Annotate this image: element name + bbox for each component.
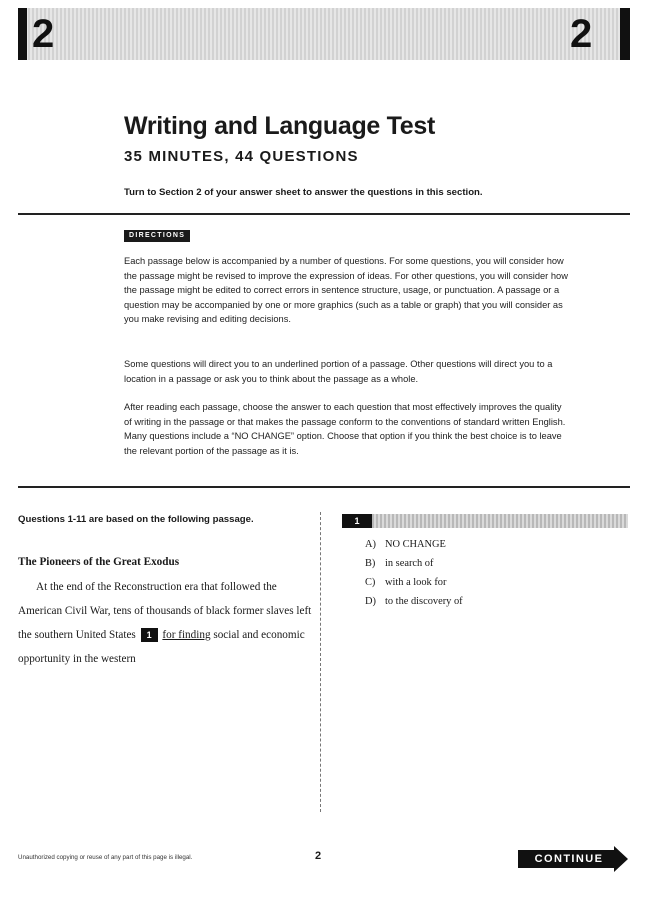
- answer-text: with a look for: [385, 577, 447, 588]
- directions-paragraph-1: Each passage below is accompanied by a number of questions. For some questions, you will consider how the passage might be revised to improve the expression of ideas. For other questions, you will consider how the passage might be edited to correct errors in sentence structure, usage, or punctuation. A passage or a question may be accompanied by one or more graphics (such as a table or graph) that you will consider as you make revising and editing decisions.: [124, 256, 568, 325]
- continue-button[interactable]: [518, 846, 630, 872]
- question-number: 1: [342, 514, 372, 528]
- section-instruction: Turn to Section 2 of your answer sheet to answer the questions in this section.: [124, 187, 483, 198]
- divider-middle: [18, 486, 630, 488]
- answer-letter: A): [365, 539, 376, 550]
- passage-text-before: At the end of the Reconstruction era that followed the American Civil War, tens of thousands of black former slaves left the southern United States: [18, 581, 312, 641]
- passage-body: [18, 575, 316, 671]
- header-bar-right: [620, 8, 630, 60]
- test-title: Writing and Language Test: [124, 112, 436, 140]
- answer-text: in search of: [385, 558, 434, 569]
- section-header-band: [18, 8, 630, 60]
- answer-text: NO CHANGE: [385, 539, 446, 550]
- directions-badge: DIRECTIONS: [124, 230, 190, 242]
- passage-text-after: social and economic opportunity in the western: [18, 629, 305, 665]
- answer-text: to the discovery of: [385, 596, 463, 607]
- continue-label: CONTINUE: [534, 853, 604, 865]
- divider-top: [18, 213, 630, 215]
- section-number-right: 2: [570, 12, 593, 56]
- page-number: 2: [315, 850, 322, 862]
- questions-intro: Questions 1-11 are based on the following passage.: [18, 514, 254, 525]
- test-subtitle: 35 MINUTES, 44 QUESTIONS: [124, 148, 359, 165]
- answer-options: [365, 535, 463, 611]
- directions-paragraph-3: After reading each passage, choose the answer to each question that most effectively improves the quality of writing in the passage or that makes the passage conform to the conventions of standard written English. Many questions include a “NO CHANGE” option. Choose that option if you think the best choice is to leave the relevant portion of the passage as it is.: [124, 402, 566, 456]
- directions-paragraph-2: Some questions will direct you to an underlined portion of a passage. Other questions will direct you to a location in a passage or ask you to think about the passage as a whole.: [124, 359, 553, 384]
- answer-letter: D): [365, 596, 376, 607]
- question-header: [342, 514, 628, 528]
- answer-letter: C): [365, 577, 376, 588]
- answer-option-a[interactable]: [365, 535, 463, 554]
- column-divider: [320, 512, 321, 812]
- header-bar-left: [18, 8, 27, 60]
- answer-letter: B): [365, 558, 376, 569]
- copyright-notice: Unauthorized copying or reuse of any part of this page is illegal.: [18, 854, 193, 861]
- answer-option-b[interactable]: [365, 554, 463, 573]
- passage-title: The Pioneers of the Great Exodus: [18, 556, 180, 568]
- question-marker[interactable]: 1: [141, 628, 158, 642]
- answer-option-d[interactable]: [365, 592, 463, 611]
- section-number-left: 2: [32, 12, 55, 56]
- answer-option-c[interactable]: [365, 573, 463, 592]
- underlined-portion[interactable]: for finding: [162, 629, 211, 641]
